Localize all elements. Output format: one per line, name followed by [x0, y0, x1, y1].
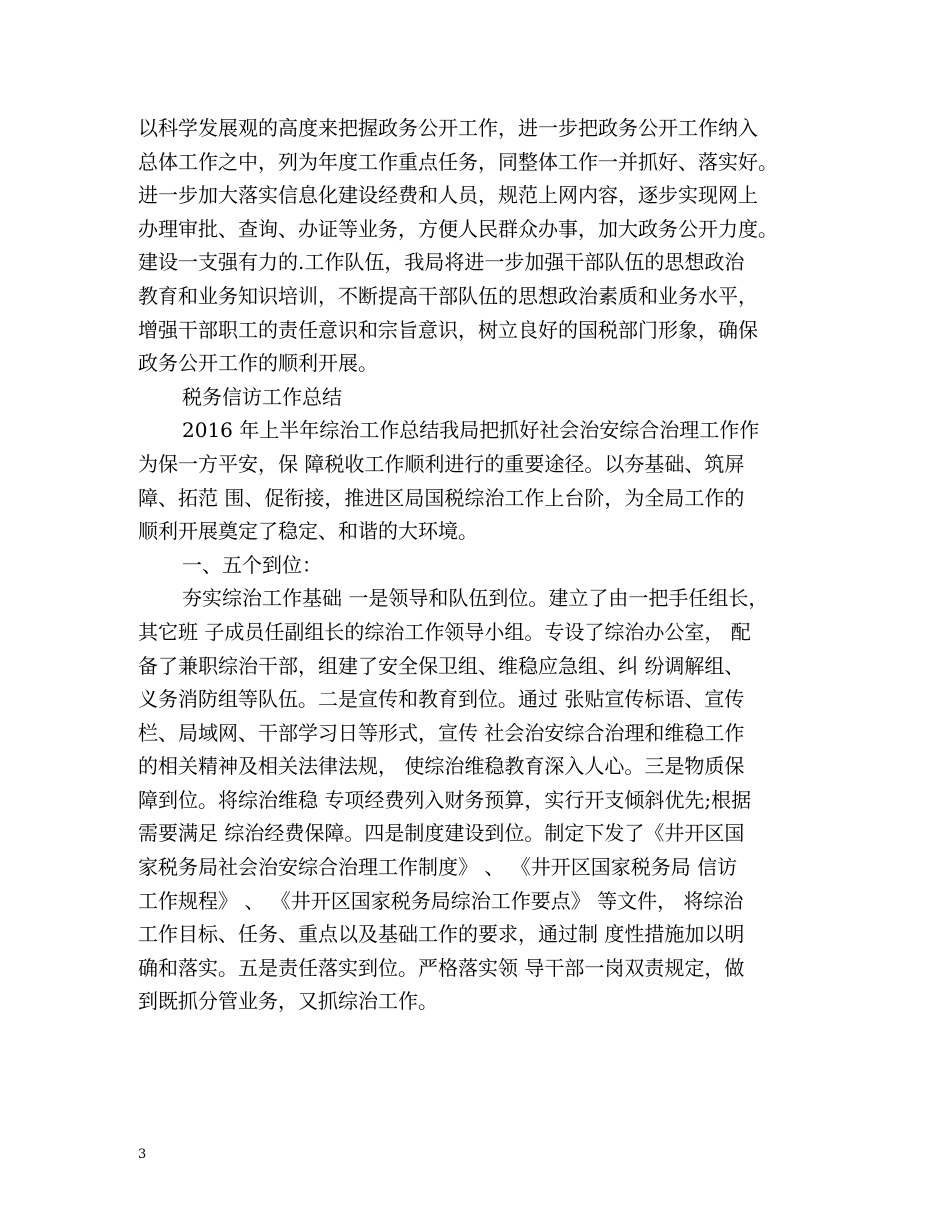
text-line: 进一步加大落实信息化建设经费和人员，规范上网内容，逐步实现网上 [138, 183, 758, 208]
text-line: 以科学发展观的高度来把握政务公开工作，进一步把政务公开工作纳入 [138, 116, 758, 140]
text-line: 障到位。将综治维稳 专项经费列入财务预算，实行开支倾斜优先;根据 [138, 787, 752, 812]
text-line: 备了兼职综治干部，组建了安全保卫组、维稳应急组、纠 纷调解组、 [138, 653, 745, 678]
page-number: 3 [138, 1147, 147, 1162]
text-line: 办理审批、查询、办证等业务，方便人民群众办事，加大政务公开力度。 [138, 216, 778, 241]
text-line: 障、拓范 围、促衔接，推进区局国税综治工作上台阶，为全局工作的 [138, 485, 745, 510]
text-line: 顺利开展奠定了稳定、和谐的大环境。 [138, 519, 478, 544]
text-line: 夯实综治工作基础 一是领导和队伍到位。建立了由一把手任组长， [182, 586, 769, 611]
text-line: 义务消防组等队伍。二是宣传和教育到位。通过 张贴宣传标语、宣传 [138, 687, 745, 712]
text-line: 到既抓分管业务，又抓综治工作。 [138, 989, 438, 1014]
section-heading: 一、五个到位： [182, 552, 322, 577]
text-line: 总体工作之中，列为年度工作重点任务，同整体工作一并抓好、落实好。 [138, 149, 778, 174]
text-line: 增强干部职工的责任意识和宗旨意识，树立良好的国税部门形象，确保 [138, 317, 758, 342]
text-line: 其它班 子成员任副组长的综治工作领导小组。专设了综治办公室， 配 [138, 619, 751, 644]
text-line: 为保一方平安，保 障税收工作顺利进行的重要途径。以夯基础、筑屏 [138, 451, 745, 476]
text-line: 家税务局社会治安综合治理工作制度》 、 《井开区国家税务局 信访 [138, 855, 738, 880]
text-line: 工作规程》 、 《井开区国家税务局综治工作要点》 等文件， 将综治 [138, 888, 744, 913]
text-line: 需要满足 综治经费保障。四是制度建设到位。制定下发了《井开区国 [138, 821, 745, 846]
text-line: 教育和业务知识培训，不断提高干部队伍的思想政治素质和业务水平， [138, 283, 758, 308]
text-line: 工作目标、任务、重点以及基础工作的要求，通过制 度性措施加以明 [138, 922, 745, 947]
text-line: 建设一支强有力的.工作队伍，我局将进一步加强干部队伍的思想政治 [138, 250, 745, 275]
text-line: 2016 年上半年综治工作总结我局把抓好社会治安综合治理工作作 [182, 418, 760, 443]
text-line: 栏、局域网、干部学习日等形式，宣传 社会治安综合治理和维稳工作 [138, 720, 745, 745]
text-line: 政务公开工作的顺利开展。 [138, 351, 378, 376]
text-line: 的相关精神及相关法律法规， 使综治维稳教育深入人心。三是物质保 [138, 754, 745, 779]
text-line: 确和落实。五是责任落实到位。严格落实领 导干部一岗双责规定，做 [138, 955, 745, 980]
section-heading: 税务信访工作总结 [182, 384, 342, 409]
document-body [138, 112, 838, 1019]
